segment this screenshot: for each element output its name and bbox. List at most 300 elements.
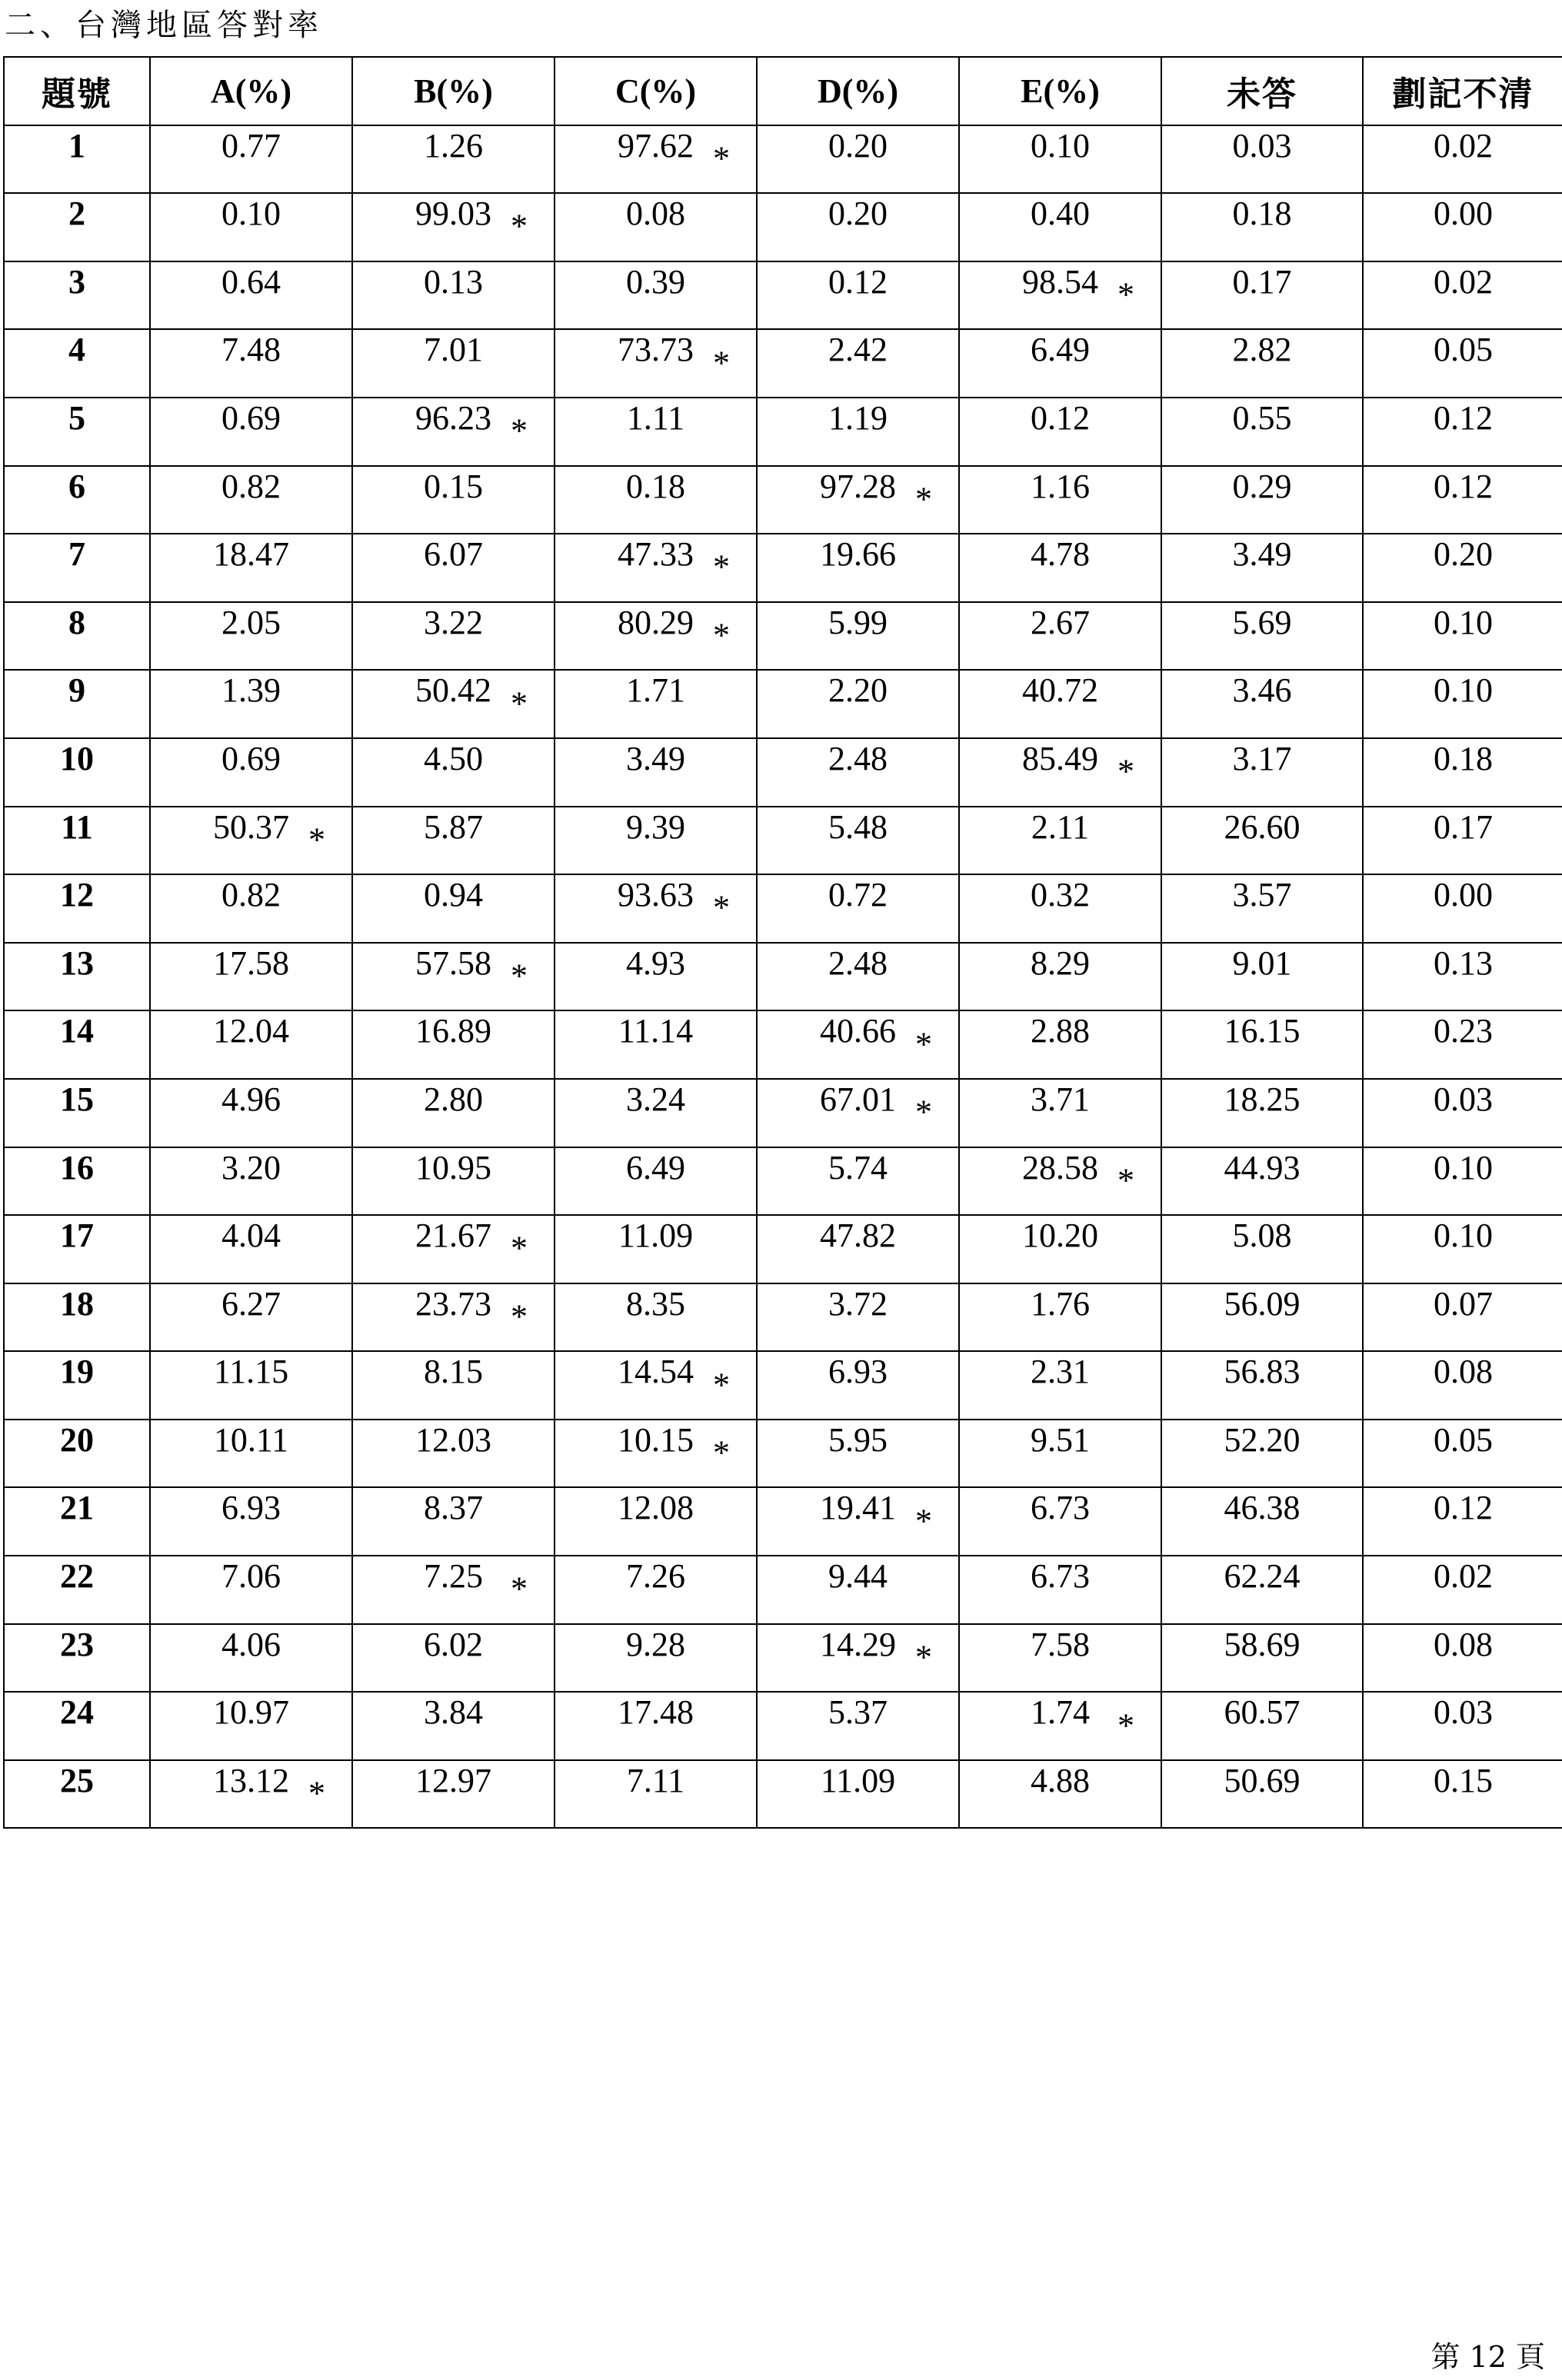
cell-value: 17 xyxy=(60,1217,94,1255)
unanswered-cell xyxy=(1161,1487,1363,1556)
correct-answer-marker: * xyxy=(713,1433,730,1472)
cell-value: 7.25 xyxy=(424,1557,483,1596)
table-row xyxy=(4,1079,1562,1147)
cell-content xyxy=(1364,739,1562,806)
cell-value: 0.55 xyxy=(1232,398,1292,437)
option-b-cell xyxy=(352,738,555,807)
option-b-cell xyxy=(352,1215,555,1283)
cell-content xyxy=(1162,671,1362,737)
question-number-cell xyxy=(4,125,150,194)
cell-content xyxy=(1162,1284,1362,1351)
cell-content xyxy=(555,262,756,329)
cell-value: 2.80 xyxy=(424,1080,483,1118)
cell-content xyxy=(758,1693,958,1759)
table-row xyxy=(4,1147,1562,1216)
cell-value: 0.12 xyxy=(828,262,888,301)
cell-value: 7.26 xyxy=(626,1557,685,1596)
cell-content xyxy=(758,1420,958,1487)
unanswered-cell xyxy=(1161,738,1363,807)
unclear-mark-cell xyxy=(1363,738,1562,807)
unclear-mark-cell xyxy=(1363,1556,1562,1624)
cell-value: 0.05 xyxy=(1434,331,1493,369)
unanswered-cell xyxy=(1161,1010,1363,1079)
cell-content xyxy=(555,1556,756,1623)
cell-value: 1.39 xyxy=(221,671,281,710)
option-d-cell xyxy=(757,1351,959,1420)
cell-value: 9.44 xyxy=(828,1557,888,1596)
cell-value: 0.12 xyxy=(1031,398,1090,437)
option-a-cell xyxy=(150,125,352,194)
cell-content xyxy=(353,194,554,261)
cell-value: 25 xyxy=(60,1761,94,1799)
cell-value: 8.29 xyxy=(1031,944,1090,982)
cell-value: 10.95 xyxy=(415,1148,491,1187)
cell-content xyxy=(5,330,149,397)
correct-answer-marker: * xyxy=(915,1502,932,1540)
table-row xyxy=(4,261,1562,330)
cell-value: 0.17 xyxy=(1232,262,1292,301)
cell-value: 13 xyxy=(60,944,94,982)
unclear-mark-cell xyxy=(1363,1147,1562,1216)
correct-answer-marker: * xyxy=(713,548,730,586)
header-option-e: E(%) xyxy=(959,57,1161,125)
table-row xyxy=(4,1283,1562,1352)
cell-value: 12 xyxy=(60,876,94,914)
cell-value: 17.48 xyxy=(618,1693,694,1732)
cell-content xyxy=(1364,1148,1562,1215)
unclear-mark-cell xyxy=(1363,874,1562,943)
cell-content xyxy=(758,1011,958,1078)
option-a-cell xyxy=(150,1556,352,1624)
cell-value: 0.72 xyxy=(828,876,888,914)
cell-content xyxy=(353,875,554,942)
cell-content xyxy=(555,330,756,397)
cell-value: 7.11 xyxy=(626,1761,685,1799)
cell-value: 0.20 xyxy=(828,126,888,165)
unanswered-cell xyxy=(1161,329,1363,398)
cell-value: 58.69 xyxy=(1224,1625,1301,1663)
table-row xyxy=(4,738,1562,807)
option-e-cell xyxy=(959,1760,1161,1829)
unclear-mark-cell xyxy=(1363,1487,1562,1556)
cell-content xyxy=(555,467,756,534)
cell-content xyxy=(960,807,1161,874)
cell-value: 4.50 xyxy=(424,739,483,777)
cell-value: 19.41 xyxy=(820,1489,896,1527)
cell-value: 22 xyxy=(60,1557,94,1596)
cell-value: 9.28 xyxy=(626,1625,685,1663)
cell-content xyxy=(1162,398,1362,465)
cell-value: 7.01 xyxy=(424,331,483,369)
option-a-cell xyxy=(150,398,352,466)
cell-content xyxy=(555,603,756,670)
cell-value: 0.69 xyxy=(221,398,281,437)
cell-content xyxy=(960,467,1161,534)
cell-value: 0.13 xyxy=(424,262,483,301)
cell-value: 21.67 xyxy=(415,1217,491,1255)
cell-content xyxy=(5,603,149,670)
option-c-cell xyxy=(555,398,757,466)
header-question-number: 題號 xyxy=(4,57,150,125)
option-e-cell xyxy=(959,125,1161,194)
question-number-cell xyxy=(4,1487,150,1556)
cell-value: 1.76 xyxy=(1031,1284,1090,1323)
cell-value: 4.04 xyxy=(221,1217,281,1255)
option-e-cell xyxy=(959,1624,1161,1693)
option-b-cell xyxy=(352,1556,555,1624)
option-b-cell xyxy=(352,125,555,194)
cell-content xyxy=(960,398,1161,465)
cell-value: 3.46 xyxy=(1232,671,1292,710)
cell-value: 0.77 xyxy=(221,126,281,165)
cell-value: 3.24 xyxy=(626,1080,685,1118)
option-c-cell xyxy=(555,534,757,602)
option-b-cell xyxy=(352,261,555,330)
cell-content xyxy=(758,534,958,601)
cell-content xyxy=(1364,330,1562,397)
cell-value: 0.64 xyxy=(221,262,281,301)
option-e-cell xyxy=(959,874,1161,943)
cell-content xyxy=(5,1352,149,1419)
unanswered-cell xyxy=(1161,1624,1363,1693)
question-number-cell xyxy=(4,1351,150,1420)
option-b-cell xyxy=(352,1147,555,1216)
cell-content xyxy=(5,1011,149,1078)
cell-value: 3.49 xyxy=(626,739,685,777)
correct-answer-marker: * xyxy=(1117,275,1134,314)
cell-value: 9 xyxy=(68,671,85,710)
unclear-mark-cell xyxy=(1363,398,1562,466)
cell-value: 40.72 xyxy=(1022,671,1098,710)
cell-value: 11.15 xyxy=(213,1353,289,1391)
cell-content xyxy=(5,194,149,261)
cell-content xyxy=(555,1625,756,1692)
cell-content xyxy=(353,1216,554,1283)
option-e-cell xyxy=(959,466,1161,534)
cell-value: 2.48 xyxy=(828,944,888,982)
cell-content xyxy=(151,1761,351,1828)
option-e-cell xyxy=(959,943,1161,1011)
cell-value: 5.95 xyxy=(828,1420,888,1459)
unanswered-cell xyxy=(1161,807,1363,875)
cell-value: 0.94 xyxy=(424,876,483,914)
cell-value: 3.57 xyxy=(1232,876,1292,914)
cell-value: 16 xyxy=(60,1148,94,1187)
cell-content xyxy=(353,944,554,1010)
cell-value: 0.18 xyxy=(626,467,685,505)
correct-answer-marker: * xyxy=(1117,752,1134,791)
correct-answer-marker: * xyxy=(915,1093,932,1131)
cell-value: 9.51 xyxy=(1031,1420,1090,1459)
cell-value: 12.08 xyxy=(618,1489,694,1527)
unanswered-cell xyxy=(1161,1351,1363,1420)
option-d-cell xyxy=(757,1420,959,1488)
cell-content xyxy=(1364,1352,1562,1419)
option-e-cell xyxy=(959,398,1161,466)
option-a-cell xyxy=(150,1351,352,1420)
cell-value: 2.48 xyxy=(828,739,888,777)
cell-content xyxy=(353,1488,554,1555)
cell-value: 0.40 xyxy=(1031,195,1090,233)
option-a-cell xyxy=(150,943,352,1011)
correct-answer-marker: * xyxy=(511,957,528,995)
cell-value: 5.08 xyxy=(1232,1217,1292,1255)
option-a-cell xyxy=(150,807,352,875)
table-row xyxy=(4,329,1562,398)
cell-value: 46.38 xyxy=(1224,1489,1301,1527)
correct-answer-marker: * xyxy=(1117,1161,1134,1200)
cell-value: 13.12 xyxy=(213,1761,289,1799)
cell-value: 16.89 xyxy=(415,1012,491,1050)
cell-content xyxy=(353,1420,554,1487)
header-row xyxy=(4,57,1562,125)
cell-value: 12.04 xyxy=(213,1012,289,1050)
cell-value: 8.15 xyxy=(424,1353,483,1391)
cell-content xyxy=(960,1216,1161,1283)
cell-value: 14.54 xyxy=(618,1353,694,1391)
table-row xyxy=(4,466,1562,534)
cell-content xyxy=(353,1761,554,1828)
cell-value: 4.93 xyxy=(626,944,685,982)
cell-content xyxy=(960,603,1161,670)
cell-value: 0.20 xyxy=(828,195,888,233)
option-d-cell xyxy=(757,329,959,398)
option-a-cell xyxy=(150,1147,352,1216)
unclear-mark-cell xyxy=(1363,329,1562,398)
unclear-mark-cell xyxy=(1363,261,1562,330)
cell-value: 0.15 xyxy=(424,467,483,505)
cell-value: 3.71 xyxy=(1031,1080,1090,1118)
option-a-cell xyxy=(150,1624,352,1693)
unanswered-cell xyxy=(1161,602,1363,671)
cell-value: 10.11 xyxy=(213,1420,289,1459)
option-e-cell xyxy=(959,670,1161,738)
cell-content xyxy=(555,944,756,1010)
option-a-cell xyxy=(150,1010,352,1079)
unanswered-cell xyxy=(1161,1079,1363,1147)
cell-value: 6.93 xyxy=(221,1489,281,1527)
cell-content xyxy=(758,398,958,465)
cell-content xyxy=(1162,194,1362,261)
cell-content xyxy=(555,671,756,737)
cell-content xyxy=(1162,1488,1362,1555)
cell-content xyxy=(5,262,149,329)
option-d-cell xyxy=(757,874,959,943)
cell-value: 14 xyxy=(60,1012,94,1050)
cell-content xyxy=(1162,330,1362,397)
correct-answer-marker: * xyxy=(511,684,528,723)
option-c-cell xyxy=(555,329,757,398)
unanswered-cell xyxy=(1161,1760,1363,1829)
option-c-cell xyxy=(555,1420,757,1488)
correct-answer-marker: * xyxy=(1117,1706,1134,1745)
cell-content xyxy=(960,944,1161,1010)
cell-content xyxy=(151,534,351,601)
option-d-cell xyxy=(757,1283,959,1352)
cell-content xyxy=(555,1352,756,1419)
cell-content xyxy=(960,1420,1161,1487)
cell-value: 0.17 xyxy=(1434,807,1493,846)
cell-content xyxy=(5,1693,149,1759)
cell-content xyxy=(353,467,554,534)
cell-value: 1.74 xyxy=(1031,1693,1090,1732)
cell-value: 0.15 xyxy=(1434,1761,1493,1799)
option-c-cell xyxy=(555,193,757,261)
option-d-cell xyxy=(757,807,959,875)
cell-content xyxy=(1364,534,1562,601)
cell-value: 1.19 xyxy=(828,398,888,437)
question-number-cell xyxy=(4,193,150,261)
option-d-cell xyxy=(757,943,959,1011)
question-number-cell xyxy=(4,1692,150,1760)
table-row xyxy=(4,1760,1562,1829)
cell-value: 4.96 xyxy=(221,1080,281,1118)
cell-content xyxy=(555,1693,756,1759)
cell-value: 85.49 xyxy=(1022,739,1098,777)
cell-value: 11.09 xyxy=(820,1761,896,1799)
question-number-cell xyxy=(4,1556,150,1624)
cell-value: 10.20 xyxy=(1022,1217,1098,1255)
cell-content xyxy=(353,807,554,874)
cell-value: 73.73 xyxy=(618,331,694,369)
option-a-cell xyxy=(150,738,352,807)
cell-content xyxy=(5,467,149,534)
cell-value: 3.17 xyxy=(1232,739,1292,777)
cell-value: 8.37 xyxy=(424,1489,483,1527)
option-a-cell xyxy=(150,193,352,261)
cell-content xyxy=(1162,807,1362,874)
cell-value: 0.69 xyxy=(221,739,281,777)
cell-value: 3 xyxy=(68,262,85,301)
cell-value: 0.00 xyxy=(1434,876,1493,914)
cell-value: 6 xyxy=(68,467,85,505)
cell-value: 1.16 xyxy=(1031,467,1090,505)
cell-content xyxy=(1162,1011,1362,1078)
correct-answer-marker: * xyxy=(713,616,730,654)
cell-value: 98.54 xyxy=(1022,262,1098,301)
option-c-cell xyxy=(555,1147,757,1216)
option-a-cell xyxy=(150,1420,352,1488)
option-a-cell xyxy=(150,1215,352,1283)
cell-content xyxy=(151,1352,351,1419)
cell-content xyxy=(1364,1284,1562,1351)
cell-value: 5.69 xyxy=(1232,603,1292,641)
option-d-cell xyxy=(757,738,959,807)
cell-content xyxy=(151,1556,351,1623)
cell-content xyxy=(5,875,149,942)
cell-value: 6.27 xyxy=(221,1284,281,1323)
cell-value: 1 xyxy=(68,126,85,165)
question-number-cell xyxy=(4,398,150,466)
option-c-cell xyxy=(555,1692,757,1760)
option-d-cell xyxy=(757,1692,959,1760)
cell-value: 10.97 xyxy=(213,1693,289,1732)
correct-answer-marker: * xyxy=(511,1229,528,1267)
cell-value: 2.88 xyxy=(1031,1012,1090,1050)
header-unanswered: 未答 xyxy=(1161,57,1363,125)
cell-value: 2.42 xyxy=(828,331,888,369)
cell-content xyxy=(960,1284,1161,1351)
option-c-cell xyxy=(555,1351,757,1420)
cell-content xyxy=(1162,1420,1362,1487)
cell-value: 11.09 xyxy=(618,1217,694,1255)
option-e-cell xyxy=(959,534,1161,602)
cell-value: 0.10 xyxy=(1434,603,1493,641)
cell-value: 1.71 xyxy=(626,671,685,710)
question-number-cell xyxy=(4,807,150,875)
question-number-cell xyxy=(4,874,150,943)
cell-value: 0.08 xyxy=(1434,1625,1493,1663)
question-number-cell xyxy=(4,466,150,534)
cell-content xyxy=(5,1420,149,1487)
unclear-mark-cell xyxy=(1363,1010,1562,1079)
cell-content xyxy=(5,398,149,465)
cell-content xyxy=(1162,1352,1362,1419)
cell-value: 0.10 xyxy=(1434,1148,1493,1187)
cell-value: 4.88 xyxy=(1031,1761,1090,1799)
unanswered-cell xyxy=(1161,398,1363,466)
cell-value: 1.26 xyxy=(424,126,483,165)
option-c-cell xyxy=(555,670,757,738)
unclear-mark-cell xyxy=(1363,1215,1562,1283)
cell-content xyxy=(758,1556,958,1623)
cell-content xyxy=(758,1625,958,1692)
question-number-cell xyxy=(4,534,150,602)
cell-value: 0.03 xyxy=(1232,126,1292,165)
option-d-cell xyxy=(757,534,959,602)
option-c-cell xyxy=(555,1079,757,1147)
cell-value: 0.10 xyxy=(1434,671,1493,710)
cell-value: 56.83 xyxy=(1224,1353,1301,1391)
cell-value: 6.49 xyxy=(626,1148,685,1187)
cell-content xyxy=(960,1011,1161,1078)
cell-value: 0.08 xyxy=(626,195,685,233)
cell-value: 2.31 xyxy=(1031,1353,1090,1391)
cell-content xyxy=(353,398,554,465)
cell-value: 0.13 xyxy=(1434,944,1493,982)
unclear-mark-cell xyxy=(1363,1283,1562,1352)
unclear-mark-cell xyxy=(1363,125,1562,194)
cell-content xyxy=(758,1148,958,1215)
table-row xyxy=(4,125,1562,194)
cell-value: 24 xyxy=(60,1693,94,1732)
cell-content xyxy=(353,671,554,737)
option-c-cell xyxy=(555,943,757,1011)
table-row xyxy=(4,398,1562,466)
unanswered-cell xyxy=(1161,261,1363,330)
cell-content xyxy=(151,1693,351,1759)
cell-content xyxy=(151,126,351,193)
cell-value: 15 xyxy=(60,1080,94,1118)
page-number: 第 12 頁 xyxy=(1430,2340,1545,2374)
cell-value: 7.58 xyxy=(1031,1625,1090,1663)
option-b-cell xyxy=(352,398,555,466)
option-e-cell xyxy=(959,1079,1161,1147)
cell-value: 12.97 xyxy=(415,1761,491,1799)
cell-content xyxy=(960,1556,1161,1623)
cell-content xyxy=(1364,262,1562,329)
cell-content xyxy=(960,1352,1161,1419)
cell-value: 26.60 xyxy=(1224,807,1301,846)
cell-value: 23.73 xyxy=(415,1284,491,1323)
cell-value: 60.57 xyxy=(1224,1693,1301,1732)
cell-value: 2.11 xyxy=(1031,807,1090,846)
cell-value: 6.73 xyxy=(1031,1489,1090,1527)
cell-content xyxy=(960,1625,1161,1692)
cell-content xyxy=(758,1080,958,1147)
cell-content xyxy=(1364,1625,1562,1692)
option-a-cell xyxy=(150,329,352,398)
